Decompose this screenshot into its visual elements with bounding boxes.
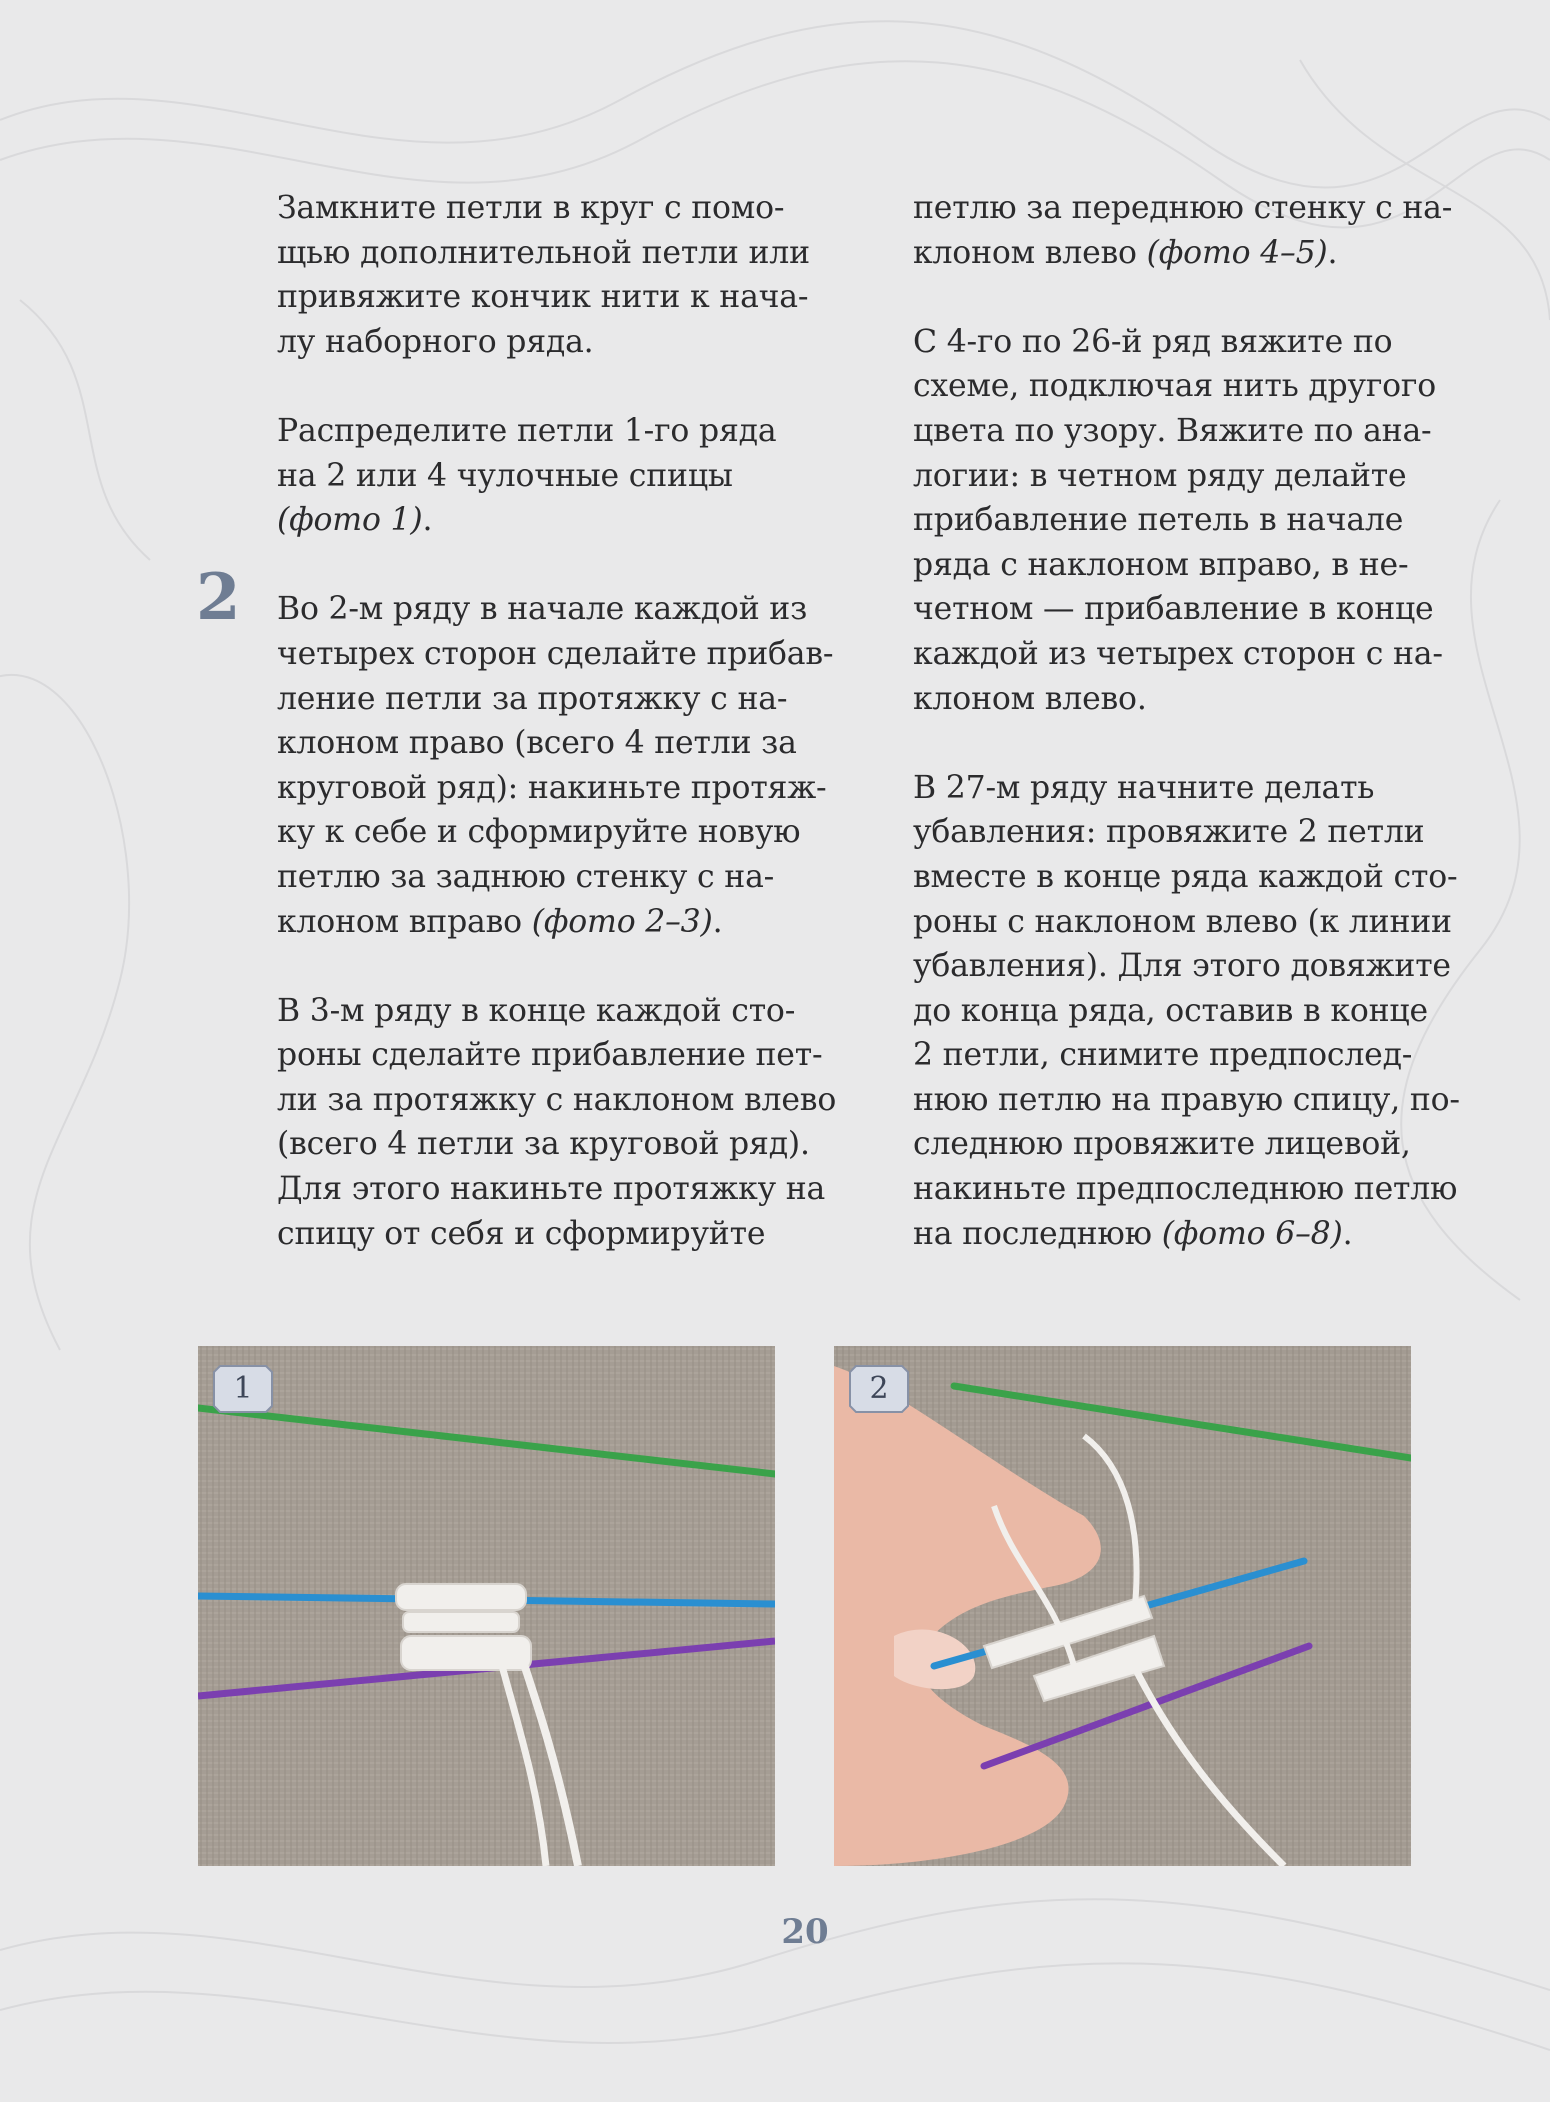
text-line: В 27-м ряду начните делать	[913, 769, 1375, 806]
text-line: на последнюю (фото 6–8).	[913, 1215, 1353, 1252]
photo-reference: (фото 1)	[277, 502, 423, 539]
text-line: ление петли за протяжку с на-	[277, 680, 788, 717]
text-line: клоном влево (фото 4–5).	[913, 234, 1338, 271]
text-line: 2 петли, снимите предпослед-	[913, 1037, 1413, 1074]
text-line: лу наборного ряда.	[277, 323, 594, 360]
text-line: клоном вправо (фото 2–3).	[277, 903, 723, 940]
text-line: четырех сторон сделайте прибав-	[277, 635, 834, 672]
text-line: ряда с наклоном вправо, в не-	[913, 546, 1409, 583]
photo-badge	[212, 1364, 274, 1414]
text-line: логии: в четном ряду делайте	[913, 457, 1407, 494]
text-line: привяжите кончик нити к нача-	[277, 279, 809, 316]
paragraph-row-27	[913, 766, 1460, 1257]
text-line: прибавление петель в начале	[913, 502, 1404, 539]
text-line: (всего 4 петли за круговой ряд).	[277, 1126, 810, 1163]
text-line: цвета по узору. Вяжите по ана-	[913, 412, 1432, 449]
text-line: ли за протяжку с наклоном влево	[277, 1081, 837, 1118]
text-line: круговой ряд): накиньте протяж-	[277, 769, 827, 806]
text-line: роны сделайте прибавление пет-	[277, 1037, 823, 1074]
text-line: Распределите петли 1-го ряда	[277, 412, 777, 449]
text-line: каждой из четырех сторон с на-	[913, 635, 1443, 672]
text-line: ку к себе и сформируйте новую	[277, 814, 801, 851]
paragraph-close-loops	[277, 186, 810, 364]
right-text-column	[913, 186, 1460, 1256]
paragraph-rows-4-26	[913, 320, 1443, 721]
text-line: спицу от себя и сформируйте	[277, 1215, 766, 1252]
paragraph-distribute-loops	[277, 409, 797, 543]
paragraph-row-3	[277, 989, 837, 1257]
text-line: на 2 или 4 чулочные спицы	[277, 457, 733, 494]
photo-reference: (фото 2–3)	[531, 903, 713, 940]
step-number: 2	[196, 560, 241, 635]
text-line: накиньте предпоследнюю петлю	[913, 1171, 1458, 1208]
text-line: Замкните петли в круг с помо-	[277, 190, 785, 226]
text-line: схеме, подключая нить другого	[913, 368, 1436, 405]
text-line: нюю петлю на правую спицу, по-	[913, 1081, 1460, 1118]
photo-1	[198, 1346, 775, 1866]
text-line: до конца ряда, оставив в конце	[913, 992, 1428, 1029]
page-number: 20	[781, 1912, 829, 1952]
text-line: С 4-го по 26-й ряд вяжите по	[913, 323, 1393, 360]
paragraph-front-wall	[913, 186, 1453, 275]
text-line: следнюю провяжите лицевой,	[913, 1126, 1411, 1163]
text-line: Во 2-м ряду в начале каждой из	[277, 591, 808, 628]
text-line: щью дополнительной петли или	[277, 234, 810, 271]
text-line: вместе в конце ряда каждой сто-	[913, 858, 1458, 895]
left-text-column	[277, 186, 837, 1256]
text-line: В 3-м ряду в конце каждой сто-	[277, 992, 796, 1029]
text-line: петлю за переднюю стенку с на-	[913, 190, 1453, 226]
photo-badge-number: 2	[869, 1371, 889, 1406]
photo-reference: (фото 4–5)	[1146, 234, 1328, 271]
text-line: убавления). Для этого довяжите	[913, 948, 1451, 985]
text-line: Для этого накиньте протяжку на	[277, 1171, 826, 1208]
photo-badge-number: 1	[233, 1371, 253, 1406]
text-line: петлю за заднюю стенку с на-	[277, 858, 775, 895]
paragraph-row-2	[277, 587, 834, 944]
text-line: убавления: провяжите 2 петли	[913, 814, 1425, 851]
text-line: четном — прибавление в конце	[913, 591, 1434, 628]
text-line: клоном право (всего 4 петли за	[277, 725, 797, 762]
knitting-needles-photo	[198, 1346, 775, 1866]
hand-knitting-photo	[834, 1346, 1411, 1866]
photo-reference: (фото 6–8)	[1161, 1215, 1343, 1252]
photo-2	[834, 1346, 1411, 1866]
text-line: (фото 1).	[277, 502, 433, 539]
text-line: роны с наклоном влево (к линии	[913, 903, 1452, 940]
text-line: клоном влево.	[913, 680, 1147, 717]
photo-badge	[848, 1364, 910, 1414]
